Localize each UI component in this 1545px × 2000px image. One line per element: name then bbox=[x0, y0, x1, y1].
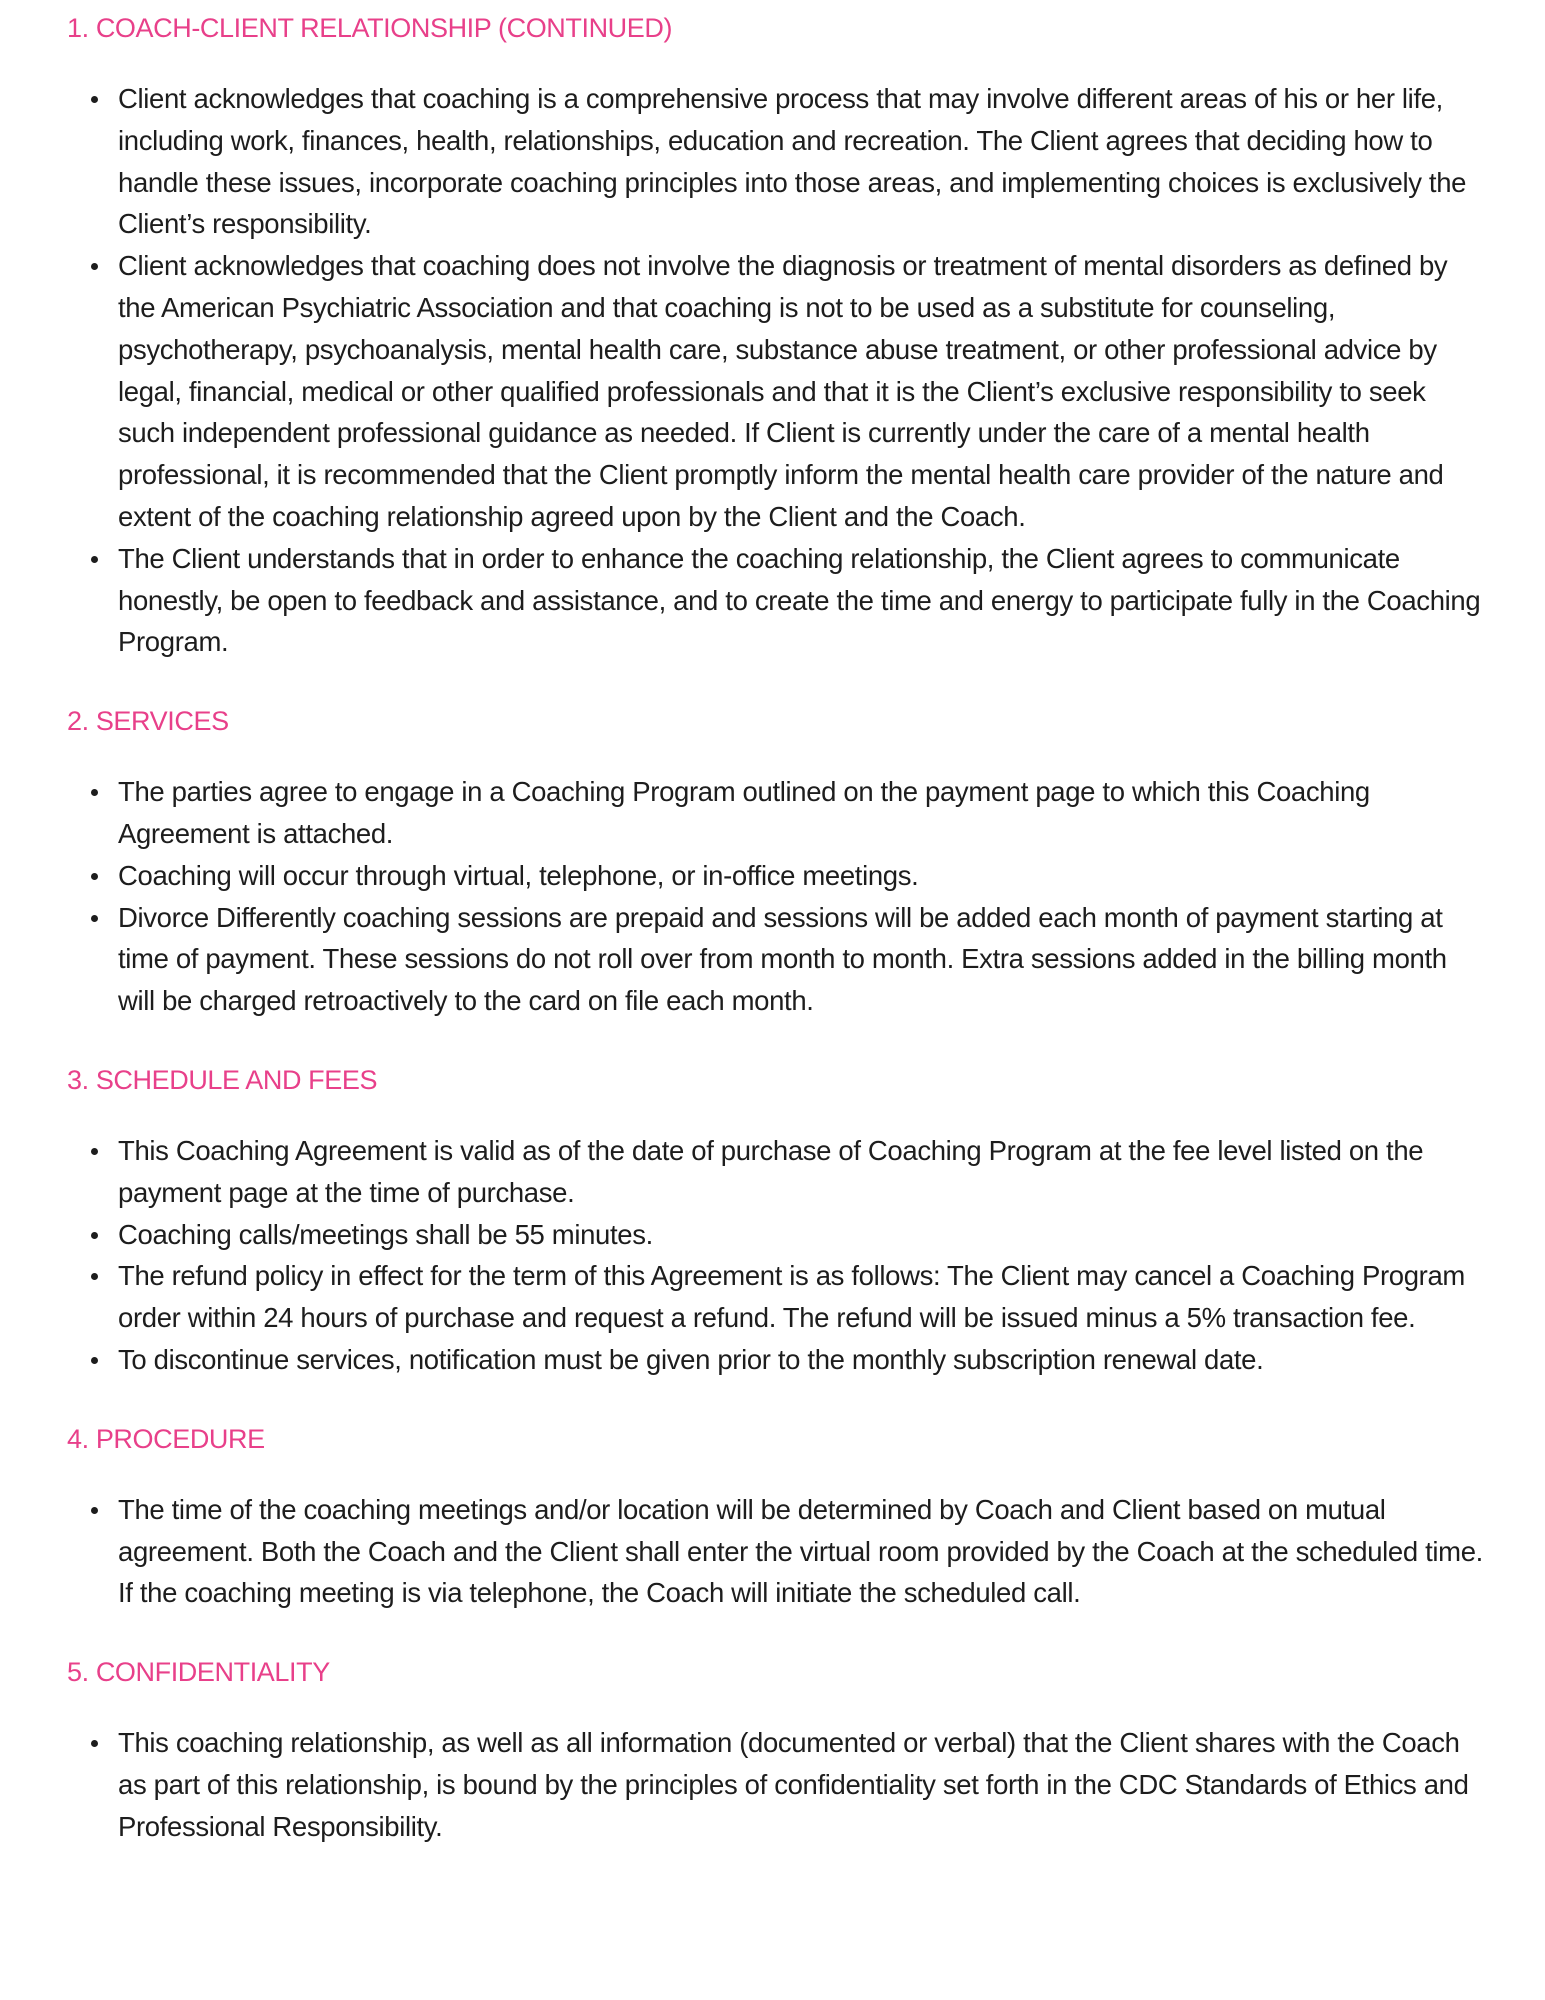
section-coach-client-relationship bbox=[67, 10, 1485, 663]
section-schedule-and-fees bbox=[67, 1062, 1485, 1381]
bullet-item: The parties agree to engage in a Coaching Program outlined on the payment page to which this Coaching Agreement is attached. bbox=[67, 771, 1485, 855]
section-heading: 2. SERVICES bbox=[67, 706, 229, 737]
section-procedure bbox=[67, 1421, 1485, 1614]
section-heading: 1. COACH-CLIENT RELATIONSHIP (CONTINUED) bbox=[67, 13, 673, 43]
bullet-item: This coaching relationship, as well as all information (documented or verbal) that the Client shares with the Coach as part of this relationship, is bound by the principles of confidentiality set forth in the CDC Standards of Ethics and Professional Responsibility. bbox=[67, 1722, 1485, 1847]
bullet-item: This Coaching Agreement is valid as of the date of purchase of Coaching Program at the fee level listed on the payment page at the time of purchase. bbox=[67, 1130, 1485, 1214]
bullet-item: To discontinue services, notification must be given prior to the monthly subscription renewal date. bbox=[67, 1339, 1485, 1381]
bullet-item: Coaching will occur through virtual, telephone, or in-office meetings. bbox=[67, 855, 1485, 897]
bullet-list bbox=[67, 78, 1485, 663]
bullet-item: The time of the coaching meetings and/or location will be determined by Coach and Client based on mutual agreement. Both the Coach and the Client shall enter the virtual room provided by the Coach at the scheduled time. If the coaching meeting is via telephone, the Coach will initiate the scheduled call. bbox=[67, 1489, 1485, 1614]
bullet-list bbox=[67, 1130, 1485, 1381]
bullet-item: Client acknowledges that coaching does not involve the diagnosis or treatment of mental disorders as defined by the American Psychiatric Association and that coaching is not to be used as a substitute for counseling, psychotherapy, psychoanalysis, mental health care, substance abuse treatment, or other professional advice by legal, financial, medical or other qualified professionals and that it is the Client’s exclusive responsibility to seek such independent professional guidance as needed. If Client is currently under the care of a mental health professional, it is recommended that the Client promptly inform the mental health care provider of the nature and extent of the coaching relationship agreed upon by the Client and the Coach. bbox=[67, 245, 1485, 538]
bullet-item: Client acknowledges that coaching is a comprehensive process that may involve different areas of his or her life, including work, finances, health, relationships, education and recreation. The Client agrees that deciding how to handle these issues, incorporate coaching principles into those areas, and implementing choices is exclusively the Client’s responsibility. bbox=[67, 78, 1485, 245]
bullet-item: Coaching calls/meetings shall be 55 minutes. bbox=[67, 1214, 1485, 1256]
bullet-list bbox=[67, 1722, 1485, 1847]
section-heading: 3. SCHEDULE AND FEES bbox=[67, 1064, 378, 1095]
section-confidentiality bbox=[67, 1654, 1485, 1847]
section-services bbox=[67, 703, 1485, 1022]
bullet-list bbox=[67, 1489, 1485, 1614]
bullet-item: Divorce Differently coaching sessions are prepaid and sessions will be added each month of payment starting at time of payment. These sessions do not roll over from month to month. Extra sessions added in the billing month will be charged retroactively to the card on file each month. bbox=[67, 897, 1485, 1022]
bullet-item: The refund policy in effect for the term of this Agreement is as follows: The Client may cancel a Coaching Program order within 24 hours of purchase and request a refund. The refund will be issued minus a 5% transaction fee. bbox=[67, 1255, 1485, 1339]
section-heading: 5. CONFIDENTIALITY bbox=[67, 1657, 330, 1688]
section-heading: 4. PROCEDURE bbox=[67, 1423, 265, 1454]
bullet-list bbox=[67, 771, 1485, 1022]
bullet-item: The Client understands that in order to enhance the coaching relationship, the Client agrees to communicate honestly, be open to feedback and assistance, and to create the time and energy to participate fully in the Coaching Program. bbox=[67, 538, 1485, 663]
